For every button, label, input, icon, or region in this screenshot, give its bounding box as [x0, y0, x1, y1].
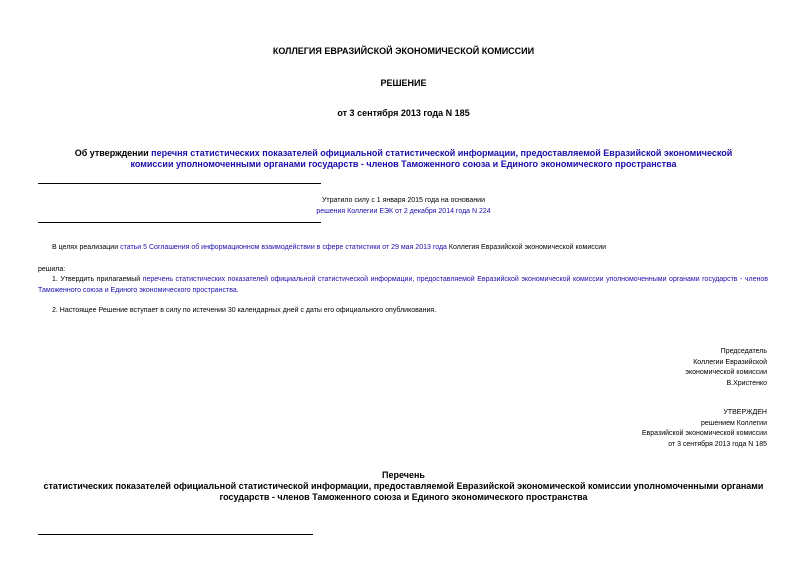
decided-label: решила: — [38, 266, 66, 273]
document-title — [60, 148, 747, 170]
intro-paragraph — [52, 242, 772, 253]
separator-status — [38, 222, 321, 223]
separator-bottom — [38, 534, 313, 535]
approval-line-3: Евразийской экономической комиссии — [641, 430, 767, 437]
signature-line-1: Председатель — [720, 348, 767, 355]
approval-block — [642, 408, 767, 450]
document-type: РЕШЕНИЕ — [380, 78, 427, 88]
status-line: Утратило силу с 1 января 2015 года на основании — [321, 197, 486, 204]
item-1-link[interactable]: перечень статистических показателей официальной статистической информации, предоставляемой Евразийской экономической комиссии уполномоченными органами государств - членов Таможенного союза и Единого экономического пространства. — [38, 276, 769, 294]
intro-suffix: Коллегия Евразийской экономической комиссии — [446, 244, 607, 251]
approval-line-1: УТВЕРЖДЕН — [723, 409, 767, 416]
intro-link[interactable]: статьи 5 Соглашения об информационном взаимодействии в сфере статистики от 29 мая 2013 года — [120, 244, 447, 251]
signature-block — [685, 347, 767, 389]
approval-line-4: от 3 сентября 2013 года N 185 — [668, 440, 767, 448]
signature-line-3: экономической комиссии — [685, 369, 767, 376]
intro-prefix: В целях реализации — [52, 244, 121, 251]
organization-heading: КОЛЛЕГИЯ ЕВРАЗИЙСКОЙ ЭКОНОМИЧЕСКОЙ КОМИССИИ — [272, 46, 535, 56]
list-subtitle: статистических показателей официальной статистической информации, предоставляемой Евразийской экономической комиссии уполномоченными органами государств - членов Таможенного союза и Единого экономического пространства — [43, 481, 764, 502]
document-date: от 3 сентября 2013 года N 185 — [337, 108, 470, 118]
status-link[interactable]: решения Коллегии ЕЭК от 2 декабря 2014 года N 224 — [316, 208, 491, 215]
item-1 — [38, 274, 768, 296]
title-link[interactable]: перечня статистических показателей официальной статистической информации, предоставляемой Евразийской экономической комиссии уполномоченными органами государств - членов Таможенного союза и Единого экономического пространства — [130, 148, 733, 169]
title-prefix: Об утверждении — [74, 148, 152, 158]
signature-line-2: Коллегии Евразийской — [693, 358, 767, 366]
signature-line-4: В.Христенко — [726, 379, 767, 387]
separator-top — [38, 183, 321, 184]
list-title: Перечень — [382, 470, 425, 480]
item-1-prefix: 1. Утвердить прилагаемый — [52, 276, 143, 283]
item-2: 2. Настоящее Решение вступает в силу по истечении 30 календарных дней с даты его официального опубликования. — [52, 307, 437, 314]
approval-line-2: решением Коллегии — [701, 419, 767, 427]
